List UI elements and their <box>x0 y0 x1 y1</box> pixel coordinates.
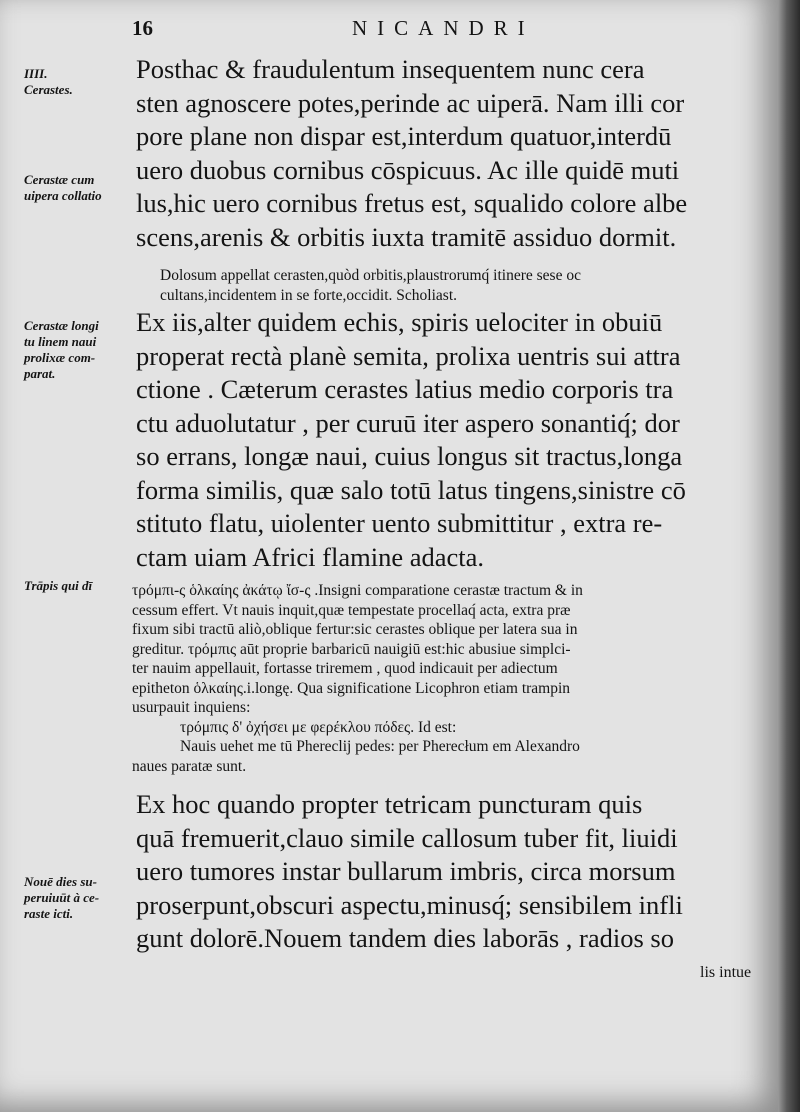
margin-note-line: Trāpis qui dī <box>24 578 93 593</box>
margin-note-line: Cerastes. <box>24 82 73 97</box>
text-line: uero tumores instar bullarum imbris, circa morsum <box>136 856 676 886</box>
margin-note-ship <box>24 318 134 382</box>
margin-note-line: uipera collatio <box>24 188 102 203</box>
margin-note-line: Cerastæ cum <box>24 172 95 187</box>
text-line: uero duobus cornibus cōspicuus. Ac ille quidē muti <box>136 154 680 185</box>
page-edge-shadow <box>778 0 800 1112</box>
commentary-paragraph <box>132 581 772 776</box>
margin-note-line: IIII. <box>24 66 48 81</box>
running-title: NICANDRI <box>352 16 535 40</box>
margin-note-nine-days <box>24 874 134 922</box>
text-line: scens,arenis & orbitis iuxta tramitē assiduo dormit. <box>136 221 677 252</box>
text-line: ctu aduolutatur , per curuū iter aspero sonantiq́; dor <box>136 407 680 438</box>
text-line: Dolosum appellat cerasten,quòd orbitis,plaustrorumq́ itinere sese oc <box>160 267 581 284</box>
text-line: properat rectà planè semita, prolixa uentris sui attra <box>136 340 681 371</box>
margin-note-line: tu linem naui <box>24 334 97 349</box>
text-line: ctam uiam Africi flamine adacta. <box>136 541 485 572</box>
margin-note-line: parat. <box>24 366 56 381</box>
margin-note-line: Nouē dies su- <box>24 874 97 889</box>
margin-note-trampis <box>24 578 134 594</box>
margin-note-cerastes <box>24 66 134 98</box>
verse-paragraph-2 <box>136 306 756 574</box>
page-header <box>0 14 778 44</box>
page-number: 16 <box>132 16 153 40</box>
text-line: ter nauim appellauit, fortasse triremem , quod indicauit per adiectum <box>132 660 558 677</box>
greek-quotation: τρόμπις δ' ὀχήσει με φερέκλου πόδες. Id est: <box>180 718 457 736</box>
text-line: gunt dolorē.Nouem tandem dies laborās , radios so <box>136 923 674 953</box>
catchword: lis intue <box>700 964 752 981</box>
scholion-note <box>160 266 760 305</box>
text-line: proserpunt,obscuri aspectu,minusq́; sensibilem infli <box>136 889 683 920</box>
margin-note-comparison <box>24 172 134 204</box>
text-line: so errans, longæ naui, cuius longus sit tractus,longa <box>136 441 683 471</box>
text-line: epitheton ὁλκαίης.i.longę. Qua significatione Licophron etiam trampin <box>132 679 571 697</box>
verse-paragraph-3 <box>136 788 756 956</box>
text-line: sten agnoscere potes,perinde ac uiperā. Nam illi cor <box>136 87 685 118</box>
text-line: naues paratæ sunt. <box>132 757 247 775</box>
text-line: forma similis, quæ salo totū latus tingens,sinistre cō <box>136 474 686 505</box>
text-line: stituto flatu, uiolenter uento submittitur , extra re- <box>136 508 663 538</box>
text-line: Nauis uehet me tū Phereclij pedes: per Pherecłum em Alexandro <box>180 738 580 755</box>
text-line: fixum sibi tractū aliò,oblique fertur:sic cerastes oblique per latera sua in <box>132 621 578 638</box>
text-line: pore plane non dispar est,interdum quatuor,interdū <box>136 121 672 151</box>
text-line: cultans,incidentem in se forte,occidit. Scholiast. <box>160 286 458 304</box>
text-line: lus,hic uero cornibus fretus est, squalido colore albe <box>136 188 688 218</box>
text-line: greditur. τρόμπις aūt proprie barbaricū nauigiū est:hic abusiue simplci- <box>132 640 571 658</box>
text-line: Posthac & fraudulentum insequentem nunc cera <box>136 54 645 84</box>
text-line: Ex iis,alter quidem echis, spiris uelociter in obuiū <box>136 307 663 337</box>
text-line: ctione . Cæterum cerastes latius medio corporis tra <box>136 374 674 404</box>
verse-paragraph-1 <box>136 53 756 254</box>
text-line: quā fremuerit,clauo simile callosum tuber fit, liuidi <box>136 822 678 853</box>
margin-note-line: Cerastæ longi <box>24 318 99 333</box>
margin-note-line: prolixæ com- <box>24 350 96 365</box>
text-line: usurpauit inquiens: <box>132 699 251 716</box>
text-line: Ex hoc quando propter tetricam puncturam quis <box>136 789 643 819</box>
margin-note-line: raste icti. <box>24 906 74 921</box>
text-line: τρόμπι-ς ὁλκαίης ἀκάτῳ ἴσ-ς .Insigni comparatione cerastæ tractum & in <box>132 582 583 599</box>
text-line: cessum effert. Vt nauis inquit,quæ tempestate procellaq́ acta, extra præ <box>132 601 571 619</box>
margin-note-line: peruiuūt à ce- <box>24 890 100 905</box>
